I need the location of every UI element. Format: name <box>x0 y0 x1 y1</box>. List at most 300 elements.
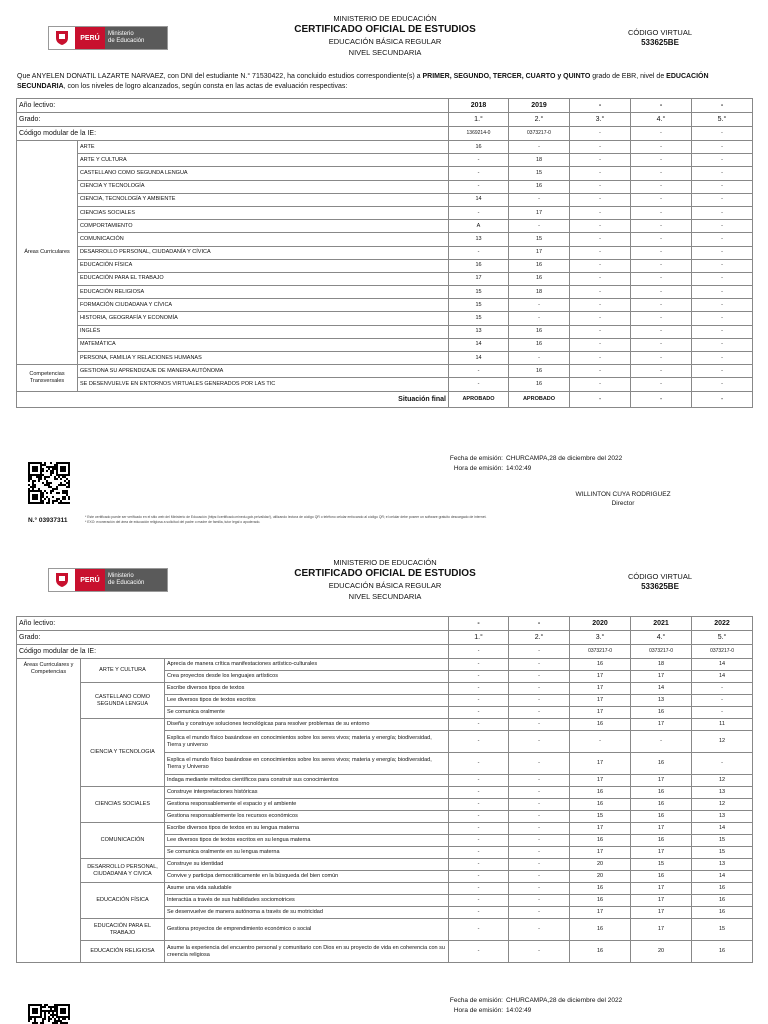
grade-row <box>17 113 753 127</box>
logo-ministry <box>105 27 167 49</box>
grade-score: - <box>449 941 509 963</box>
area-name: CIENCIAS SOCIALES <box>78 206 449 219</box>
emission-date-value: CHURCAMPA,28 de diciembre del 2022 <box>506 997 623 1004</box>
grade-score: - <box>509 695 570 707</box>
grade-score: 16 <box>509 272 570 285</box>
grade-score: - <box>692 365 753 378</box>
grade-score: 16 <box>509 325 570 338</box>
grade-score: - <box>509 193 570 206</box>
emission-time-value: 14:02:49 <box>506 465 532 472</box>
grade-score: 16 <box>509 365 570 378</box>
grade-score: 16 <box>692 883 753 895</box>
grade-score: - <box>509 731 570 753</box>
ministry-name: MINISTERIO DE EDUCACIÓN <box>333 558 437 567</box>
grade-score: 20 <box>570 859 631 871</box>
competency-name: Crea proyectos desde los lenguajes artísticos <box>165 671 449 683</box>
area-name: DESARROLLO PERSONAL, CIUDADANÍA Y CÍVICA <box>78 246 449 259</box>
emission-date-value: CHURCAMPA,28 de diciembre del 2022 <box>506 455 623 462</box>
module-value: 1369214-0 <box>449 127 509 141</box>
grade-score: - <box>570 365 631 378</box>
grade-score: - <box>449 847 509 859</box>
grade-score: - <box>509 847 570 859</box>
grade-score: 16 <box>570 919 631 941</box>
grade-score: - <box>509 859 570 871</box>
grade-score: - <box>631 180 692 193</box>
area-row <box>17 286 753 299</box>
grade-score: - <box>449 154 509 167</box>
minedu-logo <box>48 568 168 592</box>
grade-score: - <box>631 141 692 154</box>
year-row <box>17 617 753 631</box>
grade-label: Grado: <box>17 113 449 127</box>
grade-score: 16 <box>570 659 631 671</box>
grade-score: 12 <box>692 799 753 811</box>
grade-score: 16 <box>631 787 692 799</box>
grade-score: - <box>509 671 570 683</box>
grade-score: 15 <box>449 286 509 299</box>
grade-score: 16 <box>449 141 509 154</box>
area-name: COMUNICACIÓN <box>78 233 449 246</box>
grade-score: 17 <box>570 907 631 919</box>
grade-score: 15 <box>509 167 570 180</box>
grade-score: 17 <box>449 272 509 285</box>
grade-score: - <box>692 312 753 325</box>
grade-score: - <box>692 193 753 206</box>
grade-score: 15 <box>570 811 631 823</box>
grade-score: - <box>570 220 631 233</box>
intro-text-1: Que ANYELEN DONATIL LAZARTE NARVAEZ, con DNI del estudiante N.° 71530422, ha concluido estudios correspondiente(s) a <box>17 73 423 80</box>
grade-score: A <box>449 220 509 233</box>
area-row <box>17 180 753 193</box>
emission-time-label: Hora de emisión: <box>453 1007 503 1014</box>
grade-score: 16 <box>570 883 631 895</box>
area-row <box>17 312 753 325</box>
competency-row <box>17 823 753 835</box>
grade-score: - <box>509 799 570 811</box>
grade-score: 16 <box>570 719 631 731</box>
grade-score: 15 <box>449 299 509 312</box>
grade-score: - <box>509 312 570 325</box>
grade-score: - <box>570 167 631 180</box>
area-row <box>17 325 753 338</box>
grades-table-1 <box>16 98 753 408</box>
grade-score: - <box>631 378 692 391</box>
area-row <box>17 154 753 167</box>
module-value: - <box>449 645 509 659</box>
grade-score: - <box>509 787 570 799</box>
module-row <box>17 127 753 141</box>
competency-row <box>17 919 753 941</box>
competency-row <box>17 683 753 695</box>
grade-score: - <box>509 753 570 775</box>
grade-score: - <box>692 286 753 299</box>
final-status: - <box>631 391 692 407</box>
grade-score: - <box>570 180 631 193</box>
grade-value: 1.° <box>449 113 509 127</box>
module-value: 0373217-0 <box>631 645 692 659</box>
module-value: 0373217-0 <box>692 645 753 659</box>
emission-time <box>441 464 622 474</box>
certificate-level: NIVEL SECUNDARIA <box>348 592 422 601</box>
area-name: EDUCACIÓN PARA EL TRABAJO <box>81 919 165 941</box>
grade-score: - <box>449 683 509 695</box>
logo-ministry-2: de Educación <box>108 580 145 586</box>
area-name: PERSONA, FAMILIA Y RELACIONES HUMANAS <box>78 352 449 365</box>
competency-name: Lee diversos tipos de textos escritos <box>165 695 449 707</box>
areas-label: Áreas Curriculares <box>17 141 78 365</box>
grade-score: 16 <box>631 871 692 883</box>
year-value: - <box>449 617 509 631</box>
logo-country: PERÚ <box>75 27 105 49</box>
virtual-code-value: 533625BE <box>641 38 679 47</box>
year-value: - <box>692 99 753 113</box>
grade-score: 16 <box>509 338 570 351</box>
certificate-level: NIVEL SECUNDARIA <box>348 48 422 57</box>
grade-score: - <box>449 365 509 378</box>
competency-name: Escribe diversos tipos de textos en su lengua materna <box>165 823 449 835</box>
grade-score: 16 <box>631 707 692 719</box>
area-name: HISTORIA, GEOGRAFÍA Y ECONOMÍA <box>78 312 449 325</box>
competency-name: Convive y participa democráticamente en la búsqueda del bien común <box>165 871 449 883</box>
final-status: APROBADO <box>509 391 570 407</box>
grade-score: - <box>570 141 631 154</box>
grade-score: - <box>692 233 753 246</box>
final-status: APROBADO <box>449 391 509 407</box>
grade-score: 18 <box>509 286 570 299</box>
director-signature <box>540 490 706 508</box>
competency-name: Lee diversos tipos de textos escritos en su lengua materna <box>165 835 449 847</box>
grade-score: 14 <box>449 193 509 206</box>
grade-label: Grado: <box>17 631 449 645</box>
competency-name: Se comunica oralmente en su lengua materna <box>165 847 449 859</box>
area-name: CIENCIA Y TECNOLOGÍA <box>78 180 449 193</box>
area-row <box>17 167 753 180</box>
grade-score: 17 <box>631 919 692 941</box>
intro-text-2: grado de EBR, nivel de <box>590 73 667 80</box>
grade-score: 20 <box>570 871 631 883</box>
grade-score: - <box>570 325 631 338</box>
grade-score: 15 <box>692 835 753 847</box>
area-name: CASTELLANO COMO SEGUNDA LENGUA <box>81 683 165 719</box>
competency-name: Gestiona responsablemente el espacio y el ambiente <box>165 799 449 811</box>
area-name: ARTE <box>78 141 449 154</box>
module-value: - <box>692 127 753 141</box>
area-row <box>17 299 753 312</box>
grade-score: - <box>692 753 753 775</box>
virtual-code <box>600 572 720 592</box>
grade-score: - <box>449 799 509 811</box>
grade-score: - <box>692 352 753 365</box>
grade-score: 17 <box>631 775 692 787</box>
area-name: COMPORTAMIENTO <box>78 220 449 233</box>
module-value: - <box>509 645 570 659</box>
grade-score: - <box>631 731 692 753</box>
emission-date <box>441 454 622 464</box>
grade-score: 17 <box>570 695 631 707</box>
minedu-logo <box>48 26 168 50</box>
competency-name: Aprecia de manera crítica manifestaciones artístico-culturales <box>165 659 449 671</box>
grade-score: 16 <box>509 378 570 391</box>
grade-score: 14 <box>692 659 753 671</box>
logo-ministry-1: Ministerio <box>108 31 134 37</box>
grades-table-2 <box>16 616 753 963</box>
grade-score: 17 <box>509 206 570 219</box>
grade-score: - <box>509 352 570 365</box>
area-name: ARTE Y CULTURA <box>78 154 449 167</box>
grade-score: - <box>631 233 692 246</box>
grade-value: 1.° <box>449 631 509 645</box>
area-name: FORMACIÓN CIUDADANA Y CÍVICA <box>78 299 449 312</box>
grade-score: - <box>449 731 509 753</box>
grade-score: 20 <box>631 941 692 963</box>
module-value: - <box>570 127 631 141</box>
competency-row <box>17 787 753 799</box>
grade-score: - <box>692 683 753 695</box>
grade-score: - <box>570 272 631 285</box>
virtual-code-label: CÓDIGO VIRTUAL <box>627 28 693 37</box>
grade-value: 3.° <box>570 113 631 127</box>
grade-score: - <box>692 272 753 285</box>
grade-score: 16 <box>449 259 509 272</box>
emission-time-label: Hora de emisión: <box>453 465 503 472</box>
year-row <box>17 99 753 113</box>
year-value: - <box>631 99 692 113</box>
competency-name: Interactúa a través de sus habilidades sociomotrices <box>165 895 449 907</box>
grade-score: - <box>631 299 692 312</box>
competency-row <box>17 883 753 895</box>
grade-score: - <box>631 352 692 365</box>
module-label: Código modular de la IE: <box>17 127 449 141</box>
virtual-code-label: CÓDIGO VIRTUAL <box>627 572 693 581</box>
grade-score: - <box>570 378 631 391</box>
grade-score: - <box>631 338 692 351</box>
areas-comp-label: Áreas Curriculares y Competencias <box>17 659 81 963</box>
grade-score: - <box>449 206 509 219</box>
grade-score: - <box>449 695 509 707</box>
grade-score: 15 <box>692 919 753 941</box>
grade-score: 15 <box>692 847 753 859</box>
grade-score: 15 <box>449 312 509 325</box>
grade-score: - <box>509 907 570 919</box>
year-value: 2022 <box>692 617 753 631</box>
grade-score: - <box>631 365 692 378</box>
area-row <box>17 141 753 154</box>
module-label: Código modular de la IE: <box>17 645 449 659</box>
competency-row <box>17 659 753 671</box>
grade-score: 12 <box>692 731 753 753</box>
area-name: CIENCIA Y TECNOLOGIA <box>81 719 165 787</box>
final-row <box>17 391 753 407</box>
grade-score: - <box>570 154 631 167</box>
grade-score: - <box>509 883 570 895</box>
grade-score: - <box>509 707 570 719</box>
grade-score: 11 <box>692 719 753 731</box>
area-row <box>17 206 753 219</box>
area-name: EDUCACIÓN PARA EL TRABAJO <box>78 272 449 285</box>
emission-date <box>441 996 622 1006</box>
grade-score: - <box>509 895 570 907</box>
grade-score: - <box>449 659 509 671</box>
grade-score: 17 <box>570 753 631 775</box>
grade-score: 18 <box>509 154 570 167</box>
area-name: EDUCACIÓN FÍSICA <box>78 259 449 272</box>
module-value: 0373217-0 <box>570 645 631 659</box>
grade-score: 17 <box>570 823 631 835</box>
grade-score: - <box>449 719 509 731</box>
grade-value: 2.° <box>509 631 570 645</box>
emission-time <box>441 1006 622 1016</box>
footnote-exo: * EXO: exoneración del área de educación religiosa a solicitud del padre o madre de familia, tutor legal o apoderado. <box>85 519 261 524</box>
grade-score: - <box>449 835 509 847</box>
grade-score: - <box>631 325 692 338</box>
grade-score: 14 <box>692 871 753 883</box>
competency-name: Explica el mundo físico basándose en conocimientos sobre los seres vivos; materia y energía; biodiversidad, Tierra y universo <box>165 731 449 753</box>
grade-score: - <box>509 871 570 883</box>
area-row <box>17 220 753 233</box>
competency-name: Gestiona responsablemente los recursos económicos <box>165 811 449 823</box>
grade-score: - <box>509 823 570 835</box>
footnote-verification: * Este certificado puede ser verificado en el sitio web del Ministerio de Educación (https://certificado.minedu.gob.pe/validar/), utilizando lectora de código QR o teléfono celular enfocando al código QR; el celular debe poseer un software gratuito descargado de internet. <box>85 515 487 519</box>
grade-score: 16 <box>509 180 570 193</box>
grade-score: 16 <box>631 799 692 811</box>
grade-score: - <box>692 154 753 167</box>
competency-name: Construye su identidad <box>165 859 449 871</box>
grade-score: - <box>631 259 692 272</box>
area-row <box>17 352 753 365</box>
intro-level: EDUCACIÓN SECUNDARIA <box>17 73 709 90</box>
certificate-header <box>230 14 540 58</box>
emission-date-label: Fecha de emisión: <box>449 997 503 1004</box>
grade-score: 16 <box>631 811 692 823</box>
grade-score: - <box>509 299 570 312</box>
logo-ministry <box>105 569 167 591</box>
area-row <box>17 259 753 272</box>
grade-score: 14 <box>449 352 509 365</box>
grade-score: 13 <box>692 787 753 799</box>
grade-score: 17 <box>631 883 692 895</box>
director-name: WILLINTON CUYA RODRIGUEZ <box>575 491 671 498</box>
grade-score: 16 <box>570 787 631 799</box>
grade-score: 13 <box>449 233 509 246</box>
grade-score: 14 <box>692 671 753 683</box>
area-name: ARTE Y CULTURA <box>81 659 165 683</box>
area-name: CIENCIAS SOCIALES <box>81 787 165 823</box>
grade-score: 13 <box>631 695 692 707</box>
grade-score: 16 <box>631 753 692 775</box>
grade-score: - <box>449 378 509 391</box>
competency-name: Construye interpretaciones históricas <box>165 787 449 799</box>
grade-score: - <box>631 206 692 219</box>
competency-name: Se desenvuelve de manera autónoma a través de su motricidad <box>165 907 449 919</box>
grade-value: 4.° <box>631 631 692 645</box>
grade-score: 16 <box>692 907 753 919</box>
grade-score: - <box>449 895 509 907</box>
grade-score: - <box>570 259 631 272</box>
grade-score: 17 <box>631 671 692 683</box>
grade-score: 17 <box>570 707 631 719</box>
competency-row <box>17 941 753 963</box>
grade-score: 14 <box>692 823 753 835</box>
certificate-number: N.° 03937311 <box>28 517 68 524</box>
grade-score: - <box>509 683 570 695</box>
qr-code <box>28 1004 70 1024</box>
competency-name: Indaga mediante métodos científicos para construir sus conocimientos <box>165 775 449 787</box>
grade-score: 13 <box>692 859 753 871</box>
transversal-name: SE DESENVUELVE EN ENTORNOS VIRTUALES GENERADOS POR LAS TIC <box>78 378 449 391</box>
grade-score: - <box>631 272 692 285</box>
area-row <box>17 338 753 351</box>
grade-score: - <box>509 835 570 847</box>
module-value: - <box>631 127 692 141</box>
grade-score: - <box>692 325 753 338</box>
virtual-code-value: 533625BE <box>641 582 679 591</box>
grade-score: - <box>449 919 509 941</box>
area-row <box>17 246 753 259</box>
competency-name: Asume una vida saludable <box>165 883 449 895</box>
year-value: 2021 <box>631 617 692 631</box>
area-row <box>17 272 753 285</box>
certificate-subtitle: EDUCACIÓN BÁSICA REGULAR <box>328 37 442 46</box>
grade-score: - <box>449 775 509 787</box>
competency-name: Explica el mundo físico basándose en conocimientos sobre los seres vivos; materia y energía; biodiversidad, Tierra y Universo <box>165 753 449 775</box>
grade-score: 17 <box>631 823 692 835</box>
grade-score: - <box>570 233 631 246</box>
area-name: EDUCACIÓN RELIGIOSA <box>78 286 449 299</box>
grade-score: - <box>449 167 509 180</box>
grade-score: - <box>692 206 753 219</box>
grade-score: - <box>631 220 692 233</box>
grade-score: - <box>449 246 509 259</box>
grade-value: 2.° <box>509 113 570 127</box>
year-label: Año lectivo: <box>17 99 449 113</box>
grade-value: 5.° <box>692 631 753 645</box>
competency-row <box>17 719 753 731</box>
area-row <box>17 233 753 246</box>
grade-score: - <box>449 671 509 683</box>
grade-score: 16 <box>570 835 631 847</box>
area-name: EDUCACIÓN FÍSICA <box>81 883 165 919</box>
grade-score: - <box>449 753 509 775</box>
logo-ministry-2: de Educación <box>108 38 145 44</box>
grade-score: 14 <box>631 683 692 695</box>
grade-score: 17 <box>509 246 570 259</box>
intro-grades: PRIMER, SEGUNDO, TERCER, CUARTO y QUINTO <box>422 73 591 80</box>
grade-score: - <box>631 286 692 299</box>
grade-score: - <box>692 338 753 351</box>
emission-info <box>441 996 622 1016</box>
emission-date-label: Fecha de emisión: <box>449 455 503 462</box>
grade-score: - <box>509 719 570 731</box>
grade-score: - <box>692 220 753 233</box>
grade-score: - <box>449 180 509 193</box>
grade-score: 16 <box>509 259 570 272</box>
competency-name: Diseña y construye soluciones tecnológicas para resolver problemas de su entorno <box>165 719 449 731</box>
area-name: DESARROLLO PERSONAL, CIUDADANIA Y CIVICA <box>81 859 165 883</box>
certificate-title: CERTIFICADO OFICIAL DE ESTUDIOS <box>294 24 476 35</box>
area-name: EDUCACIÓN RELIGIOSA <box>81 941 165 963</box>
grade-score: - <box>570 312 631 325</box>
grade-value: 4.° <box>631 113 692 127</box>
competency-name: Escribe diversos tipos de textos <box>165 683 449 695</box>
grade-score: - <box>449 707 509 719</box>
virtual-code <box>600 28 720 48</box>
final-status: - <box>692 391 753 407</box>
area-name: INGLÉS <box>78 325 449 338</box>
grade-score: 17 <box>631 719 692 731</box>
coat-of-arms-icon <box>49 27 75 49</box>
grade-score: - <box>509 775 570 787</box>
module-value: 0373217-0 <box>509 127 570 141</box>
